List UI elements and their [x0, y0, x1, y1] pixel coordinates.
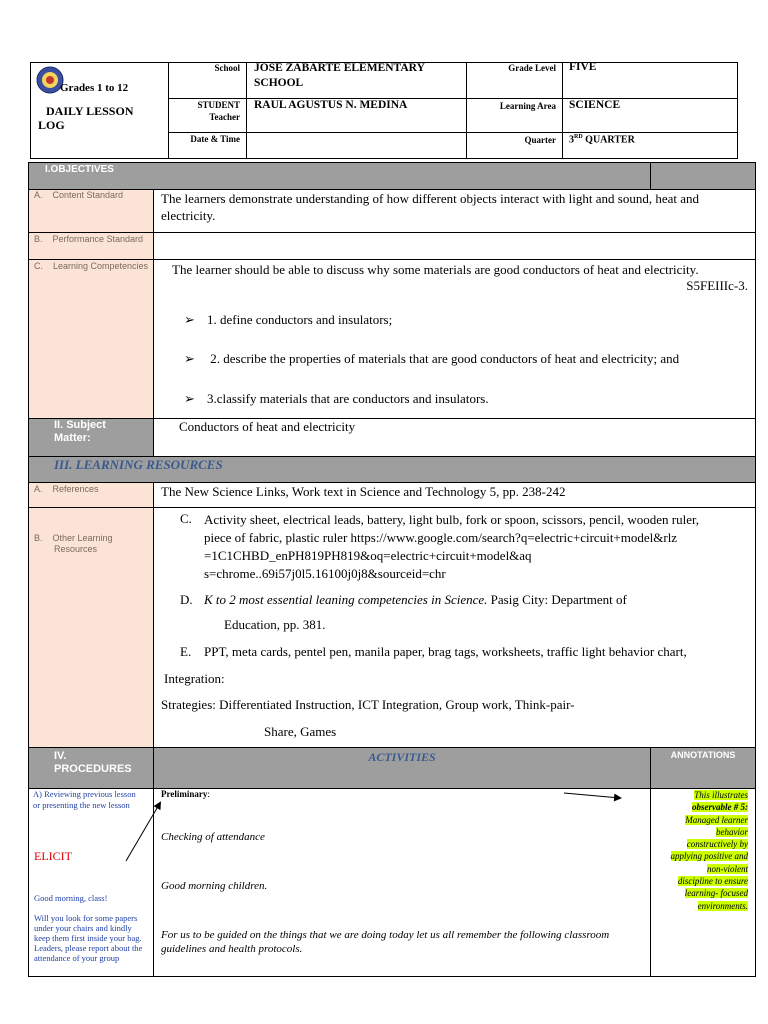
date-label: Date & Time: [190, 134, 240, 144]
performance-standard-label: B. Performance Standard: [34, 234, 144, 244]
learning-competencies-label: C. Learning Competencies: [34, 261, 149, 271]
annotation-arrows: [120, 790, 640, 865]
grades-label: Grades 1 to 12: [60, 82, 129, 94]
arrow-up-icon: [126, 803, 160, 861]
grade-label: Grade Level: [508, 63, 556, 73]
divider: [650, 163, 651, 189]
arrow-right-icon: [564, 793, 620, 798]
divider: [246, 62, 247, 159]
dll-line1: DAILY LESSON: [46, 104, 134, 118]
annotations-heading: ANNOTATIONS: [670, 750, 736, 760]
strategies-text-2: Share, Games: [264, 724, 337, 739]
procedures-label: IV. PROCEDURES: [54, 750, 132, 775]
divider: [650, 748, 651, 977]
quarter-label: Quarter: [524, 135, 556, 145]
bullet-arrow-icon: ➢: [184, 351, 195, 366]
preliminary-label: Preliminary:: [161, 789, 210, 799]
good-morning-text: Good morning children.: [161, 880, 268, 892]
objectives-label-column: [29, 190, 153, 418]
divider: [29, 232, 755, 233]
activities-heading: ACTIVITIES: [368, 750, 436, 764]
content-standard-text: The learners demonstrate understanding of how different objects interact with light and sound, heat and electricity.: [161, 191, 700, 223]
subject-value: Conductors of heat and electricity: [179, 419, 356, 434]
bullet-arrow-icon: ➢: [184, 312, 195, 327]
divider: [168, 132, 738, 133]
bullet-arrow-icon: ➢: [184, 391, 195, 406]
references-text: The New Science Links, Work text in Science and Technology 5, pp. 238-242: [161, 484, 566, 499]
integration-label: Integration:: [164, 671, 225, 686]
elicit-label: ELICIT: [34, 849, 72, 863]
procedure-step-label: A) Reviewing previous lesson or presenting the new lesson: [33, 789, 136, 810]
objectives-heading: I.OBJECTIVES: [45, 164, 114, 175]
supplies-list: PPT, meta cards, pentel pen, manila paper, brag tags, worksheets, traffic light behavior chart,: [204, 644, 687, 659]
reference-d-line2: Education, pp. 381.: [224, 617, 326, 632]
competency-item: 1. define conductors and insulators;: [207, 312, 393, 327]
references-label: A. References: [34, 484, 99, 494]
objectives-header-row: [29, 163, 755, 189]
competency-code: S5FEIIIc-3.: [686, 278, 748, 293]
list-marker-e: E.: [180, 644, 192, 659]
guidelines-text: For us to be guided on the things that we are doing today let us all remember the following classroom guidelines and health protocols.: [161, 929, 610, 955]
instruction-text: Will you look for some papers under your chairs and kindly keep them first inside your bag. Leaders, please report about the attendance of your group: [34, 913, 143, 963]
materials-list: Activity sheet, electrical leads, battery, light bulb, fork or spoon, scissors, pencil, wooden ruler, piece of fabric, plastic ruler https://www.google.com/search?q=electric+circuit+model&rlz =1C1CHBD_enPH819PH819&oq=electric+circuit+model&aq s=chrome..69i57j0l5.16100j0j8&sourceid=chr: [204, 512, 700, 581]
divider: [29, 788, 755, 789]
other-resources-label: B. Other Learning Resources: [34, 533, 113, 554]
divider: [562, 62, 563, 159]
competencies-intro: The learner should be able to discuss why some materials are good conductors of heat and electricity.: [172, 262, 699, 277]
list-marker-c: C.: [180, 511, 192, 526]
subject-label: II. Subject Matter:: [54, 419, 106, 444]
competency-item: 3.classify materials that are conductors and insulators.: [207, 391, 489, 406]
student-label: STUDENT Teacher: [197, 100, 240, 122]
resources-heading: III. LEARNING RESOURCES: [54, 457, 223, 472]
divider: [29, 507, 755, 508]
area-value: SCIENCE: [569, 99, 621, 111]
divider: [29, 259, 755, 260]
student-value: RAUL AGUSTUS N. MEDINA: [254, 99, 408, 111]
list-marker-d: D.: [180, 592, 193, 607]
attendance-text: Checking of attendance: [161, 831, 265, 843]
dll-line2: LOG: [38, 118, 65, 132]
strategies-text: Strategies: Differentiated Instruction, ICT Integration, Group work, Think-pair-: [161, 697, 575, 712]
grade-value: FIVE: [569, 61, 597, 73]
reference-d: K to 2 most essential leaning competencies in Science. Pasig City: Department of: [204, 592, 627, 607]
competency-item: 2. describe the properties of materials that are good conductors of heat and electricity; and: [207, 351, 680, 366]
annotation-note: This illustrates observable # 5: Managed learner behavior constructively by applying positive and non-violent discipline to ensure learning- focused environments.: [670, 790, 748, 911]
content-standard-label: A. Content Standard: [34, 190, 124, 200]
school-label: School: [214, 63, 240, 73]
area-label: Learning Area: [499, 101, 556, 111]
school-value: JOSE ZABARTE ELEMENTARY SCHOOL: [254, 62, 425, 89]
greeting-text: Good morning, class!: [34, 893, 108, 903]
quarter-value: 3RD QUARTER: [569, 134, 635, 146]
